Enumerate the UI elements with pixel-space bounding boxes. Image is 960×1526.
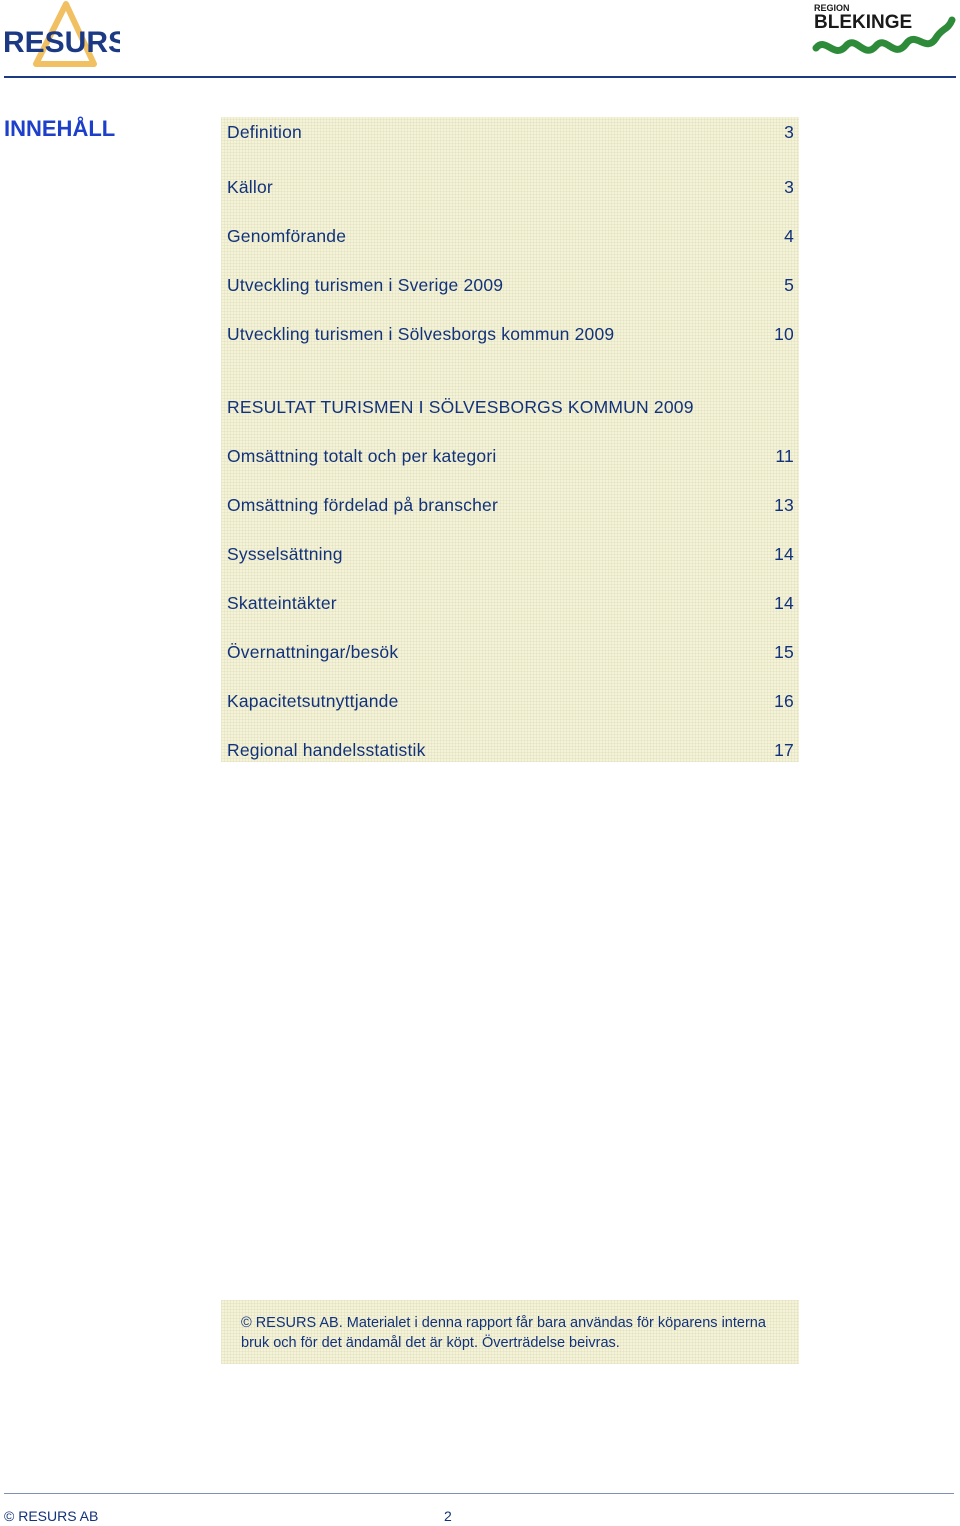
region-logo-small-text: REGION [814, 3, 850, 13]
toc-entry-page: 11 [775, 445, 794, 466]
toc-entry-label: Kapacitetsutnyttjande [227, 690, 399, 711]
toc-entry-page: 3 [784, 176, 794, 197]
blekinge-logo-text: BLEKINGE [814, 12, 913, 33]
toc-entry-label: Regional handelsstatistik [227, 739, 426, 760]
footer-copyright: © RESURS AB [4, 1508, 99, 1524]
toc-entry[interactable] [227, 224, 794, 248]
toc-entry[interactable] [227, 120, 794, 144]
toc-entry-label: Utveckling turismen i Sverige 2009 [227, 274, 504, 295]
toc-entry-page: 5 [784, 274, 794, 295]
toc-entry[interactable] [227, 689, 794, 713]
toc-entry-label: Övernattningar/besök [227, 641, 399, 662]
toc-panel [221, 117, 799, 762]
copyright-notice-text: © RESURS AB. Materialet i denna rapport får bara användas för köparens interna bruk och för det ändamål det är köpt. Överträdelse beivras. [241, 1315, 766, 1351]
region-blekinge-logo [808, 0, 958, 70]
toc-entry-label: Omsättning fördelad på branscher [227, 494, 498, 515]
toc-section-label: RESULTAT TURISMEN I SÖLVESBORGS KOMMUN 2009 [227, 396, 694, 417]
toc-entry[interactable] [227, 444, 794, 468]
toc-entry[interactable] [227, 322, 794, 346]
toc-entry-page: 14 [774, 592, 794, 613]
toc-entry-page: 14 [774, 543, 794, 564]
toc-entry[interactable] [227, 591, 794, 615]
toc-entry-page: 4 [784, 225, 794, 246]
toc-section-heading [227, 395, 794, 419]
header-divider [4, 76, 956, 78]
footer-divider [4, 1493, 954, 1494]
toc-entry[interactable] [227, 542, 794, 566]
footer-page-number: 2 [444, 1508, 452, 1524]
toc-entry[interactable] [227, 273, 794, 297]
toc-entry-label: Genomförande [227, 225, 347, 246]
toc-entry-page: 15 [774, 641, 794, 662]
resurs-logo [0, 0, 120, 72]
toc-entry-label: Definition [227, 121, 302, 142]
toc-entry-label: Omsättning totalt och per kategori [227, 445, 497, 466]
toc-entry-label: Källor [227, 176, 273, 197]
toc-entry[interactable] [227, 175, 794, 199]
toc-entry-page: 13 [774, 494, 794, 515]
toc-entry[interactable] [227, 640, 794, 664]
toc-entry-label: Utveckling turismen i Sölvesborgs kommun 2009 [227, 323, 615, 344]
toc-heading: INNEHÅLL [4, 116, 116, 141]
toc-entry[interactable] [227, 493, 794, 517]
toc-entry-label: Sysselsättning [227, 543, 343, 564]
toc-entry[interactable] [227, 738, 794, 762]
toc-entry-page: 16 [774, 690, 794, 711]
toc-entry-page: 3 [784, 121, 794, 142]
resurs-logo-text: RESURS [3, 26, 120, 59]
copyright-notice [221, 1300, 799, 1364]
toc-entry-label: Skatteintäkter [227, 592, 337, 613]
toc-entry-page: 17 [774, 739, 794, 760]
toc-entry-page: 10 [774, 323, 794, 344]
